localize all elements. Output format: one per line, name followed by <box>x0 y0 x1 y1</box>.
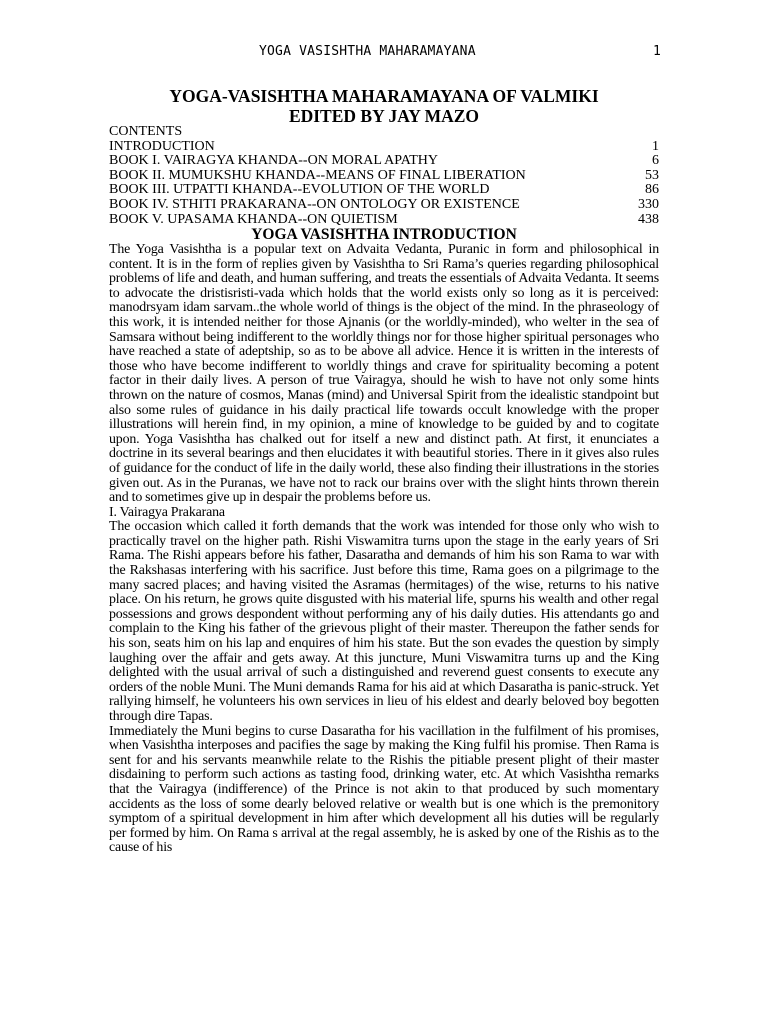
toc-entry-label: BOOK I. VAIRAGYA KHANDA--ON MORAL APATHY <box>109 153 439 169</box>
toc-entry-page: 438 <box>638 211 659 227</box>
page-number: 1 <box>653 44 661 59</box>
document-subtitle: EDITED BY JAY MAZO <box>288 106 480 126</box>
toc-entry-page: 86 <box>645 182 659 198</box>
toc-entry-label: BOOK IV. STHITI PRAKARANA--ON ONTOLOGY OR EXISTENCE <box>109 196 520 212</box>
toc-entry <box>109 169 659 184</box>
toc-entry-label: BOOK II. MUMUKSHU KHANDA--MEANS OF FINAL LIBERATION <box>109 167 526 183</box>
contents-heading: CONTENTS <box>109 124 183 139</box>
toc-entry <box>109 198 659 213</box>
subsection-heading: I. Vairagya Prakarana <box>109 504 225 520</box>
document-title: YOGA-VASISHTHA MAHARAMAYANA OF VALMIKI <box>169 86 599 106</box>
toc-entry-page: 53 <box>645 167 659 183</box>
toc-entry-page: 1 <box>652 138 659 154</box>
section-heading: YOGA VASISHTHA INTRODUCTION <box>251 226 517 243</box>
body-paragraph: The Yoga Vasishtha is a popular text on Advaita Vedanta, Puranic in form and philosophical in content. It is in the form of replies given by Vasishtha to Sri Rama’s queries regarding philosophical problems of life and death, and human suffering, and treats the essentials of Advaita Vedanta. It seems to advocate the dristisristi-vada which holds that the world exists only so long as it is perceived: manodrsyam idam sarvam..the whole world of things is the object of the mind. In the phraseology of this work, it is intended neither for those Ajnanis (or the worldly-minded), who welter in the sea of Samsara without being indifferent to the worldly things nor for those higher spiritual personages who have reached a state of adeptship, so as to be above all advice. Hence it is written in the interests of those who have become indifferent to worldly things and crave for spirituality becoming a potent factor in their daily lives. A person of true Vairagya, should he wish to have not only some hints thrown on the nature of cosmos, Manas (mind) and Universal Spirit from the idealistic standpoint but also some rules of guidance in his daily practical life towards occult knowledge with the proper illustrations will herein find, in my opinion, a mine of knowledge to be guided by and to cogitate upon. Yoga Vasishtha has chalked out for itself a new and distinct path. At first, it enunciates a doctrine in its several bearings and then elucidates it with beautiful stories. There in it gives also rules of guidance for the conduct of life in the daily world, these also finding their illustrations in the stories given out. As in the Puranas, we have not to rack our brains over with the slight hints thrown therein and to sometimes give up in despair the problems before us. <box>109 242 659 506</box>
toc-entry-page: 6 <box>652 153 659 169</box>
body-paragraph: The occasion which called it forth demands that the work was intended for those only who wish to practically travel on the higher path. Rishi Viswamitra turns upon the stage in the early years of Sri Rama. The Rishi appears before his father, Dasaratha and demands of him his son Rama to war with the Rakshasas interfering with his sacrifice. Just before this time, Rama goes on a pilgrimage to the many sacred places; and having visited the Asramas (hermitages) of the wise, returns to his native place. On his return, he grows quite disgusted with his material life, spurns his wealth and other regal possessions and grows despondent without performing any of his daily duties. His attendants go and complain to the King his father of the grievous plight of their master. Thereupon the father sends for his son, seats him on his lap and enquires of him his state. But the son evades the question by simply laughing over the affair and gets away. At this juncture, Muni Viswamitra turns up and the King delighted with the usual arrival of such a distinguished and reverend guest consents to execute any orders of the noble Muni. The Muni demands Rama for his aid at which Dasaratha is panic-struck. Yet rallying himself, he volunteers his own services in lieu of his eldest and dearly beloved boy begotten through dire Tapas. <box>109 519 659 724</box>
toc-entry-page: 330 <box>638 196 659 212</box>
toc-entry-label: BOOK III. UTPATTI KHANDA--EVOLUTION OF THE WORLD <box>109 182 490 198</box>
table-of-contents <box>109 125 659 227</box>
toc-entry <box>109 213 659 228</box>
toc-entry <box>109 140 659 155</box>
running-title: YOGA VASISHTHA MAHARAMAYANA <box>259 44 476 59</box>
body-paragraph: Immediately the Muni begins to curse Dasaratha for his vacillation in the fulfilment of his promises, when Vasishtha interposes and pacifies the sage by making the King fulfil his promise. Then Rama is sent for and his servants meanwhile relate to the Rishis the pitiable present plight of their master disdaining to perform such actions as tasting food, drinking water, etc. At which Vasishtha remarks that the Vairagya (indifference) of the Prince is not akin to that produced by such momentary accidents as the loss of some dearly beloved relative or wealth but is one which is the premonitory symptom of a spiritual development in him after which development all his duties will be regularly per formed by him. On Rama s arrival at the regal assembly, he is asked by one of the Rishis as to the cause of his <box>109 723 659 856</box>
toc-entry-label: INTRODUCTION <box>109 138 215 154</box>
toc-entry <box>109 154 659 169</box>
body-text <box>109 243 659 856</box>
toc-entry-label: BOOK V. UPASAMA KHANDA--ON QUIETISM <box>109 211 398 227</box>
toc-entry <box>109 183 659 198</box>
